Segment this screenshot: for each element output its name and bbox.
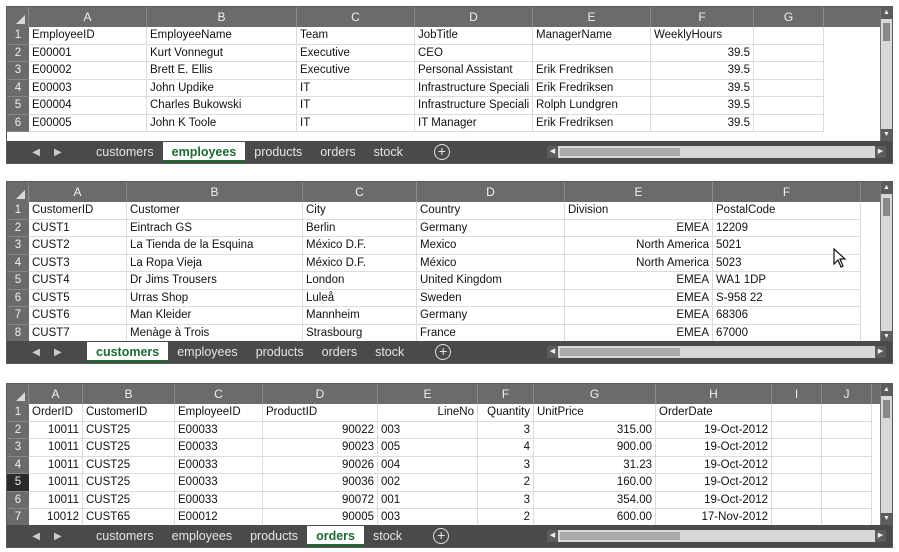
row-header[interactable]: 6 — [7, 290, 29, 308]
table-row — [7, 422, 880, 440]
triangle-right-icon[interactable]: ▶ — [875, 146, 886, 158]
column-header-bar — [7, 7, 892, 27]
cell[interactable]: 5021 — [713, 237, 861, 255]
cell[interactable] — [772, 457, 822, 475]
cell[interactable]: 315.00 — [534, 422, 656, 440]
row-header[interactable]: 4 — [7, 80, 29, 98]
cell[interactable]: EMEA — [565, 307, 713, 325]
cell[interactable]: JobTitle — [415, 27, 533, 45]
cell[interactable]: E00003 — [29, 80, 147, 98]
cell[interactable]: 19-Oct-2012 — [656, 439, 772, 457]
triangle-right-icon[interactable]: ▶ — [54, 530, 62, 542]
cell[interactable]: Infrastructure Speciali — [415, 97, 533, 115]
table-row — [7, 62, 880, 80]
triangle-right-icon[interactable]: ▶ — [54, 346, 62, 358]
row-header[interactable]: 4 — [7, 255, 29, 273]
cell[interactable]: Executive — [297, 62, 415, 80]
cell[interactable]: Berlin — [303, 220, 417, 238]
row-header[interactable]: 2 — [7, 220, 29, 238]
tab-stock[interactable]: stock — [373, 145, 403, 159]
cell[interactable]: Eintrach GS — [127, 220, 303, 238]
column-header-j[interactable]: J — [822, 384, 872, 404]
cell[interactable]: CUST5 — [29, 290, 127, 308]
cell[interactable]: ManagerName — [533, 27, 651, 45]
cell[interactable]: 10011 — [29, 422, 83, 440]
cell[interactable]: CustomerID — [29, 202, 127, 220]
column-header-c[interactable]: C — [297, 7, 415, 27]
column-header-d[interactable]: D — [415, 7, 533, 27]
cell[interactable]: 002 — [378, 474, 478, 492]
row-header[interactable]: 3 — [7, 62, 29, 80]
cell[interactable] — [772, 509, 822, 527]
cell[interactable]: John Updike — [147, 80, 297, 98]
arrow-cursor-icon — [833, 248, 847, 268]
table-row — [7, 255, 880, 273]
cell[interactable]: Erik Fredriksen — [533, 62, 651, 80]
triangle-left-icon[interactable]: ◀ — [32, 530, 40, 542]
cell[interactable]: CUST3 — [29, 255, 127, 273]
cell[interactable]: Kurt Vonnegut — [147, 45, 297, 63]
cell[interactable]: CUST2 — [29, 237, 127, 255]
row-header[interactable]: 4 — [7, 457, 29, 475]
triangle-left-icon[interactable]: ◀ — [547, 146, 558, 158]
cell[interactable]: CUST25 — [83, 474, 175, 492]
triangle-up-icon[interactable]: ▲ — [881, 384, 892, 396]
cell[interactable]: E00033 — [175, 422, 263, 440]
cell[interactable]: 90023 — [263, 439, 378, 457]
column-header-d[interactable]: D — [263, 384, 378, 404]
column-header-b[interactable]: B — [83, 384, 175, 404]
cell[interactable]: London — [303, 272, 417, 290]
column-header-a[interactable]: A — [29, 7, 147, 27]
cell[interactable]: Personal Assistant — [415, 62, 533, 80]
table-row — [7, 27, 880, 45]
cell[interactable]: 39.5 — [651, 80, 754, 98]
column-header-a[interactable]: A — [29, 384, 83, 404]
cell[interactable]: 19-Oct-2012 — [656, 422, 772, 440]
cell[interactable]: 900.00 — [534, 439, 656, 457]
cell[interactable]: 90036 — [263, 474, 378, 492]
cell[interactable]: CUST25 — [83, 492, 175, 510]
tab-employees[interactable]: employees — [163, 142, 246, 162]
cell[interactable]: 12209 — [713, 220, 861, 238]
sheet-tab-bar — [7, 525, 892, 547]
cell[interactable]: 10011 — [29, 492, 83, 510]
cell[interactable] — [822, 492, 872, 510]
cell[interactable]: 90072 — [263, 492, 378, 510]
cell[interactable]: 003 — [378, 422, 478, 440]
table-row — [7, 457, 880, 475]
cell[interactable] — [822, 404, 872, 422]
cell[interactable]: 39.5 — [651, 45, 754, 63]
cell-grid — [7, 27, 880, 132]
vertical-scrollbar[interactable] — [880, 7, 892, 141]
cell[interactable]: France — [417, 325, 565, 343]
cell[interactable]: Rolph Lundgren — [533, 97, 651, 115]
horizontal-scrollbar[interactable] — [547, 530, 886, 542]
sheet-tab-bar — [7, 141, 892, 163]
cell[interactable] — [754, 97, 824, 115]
cell[interactable]: Customer — [127, 202, 303, 220]
tab-stock[interactable]: stock — [375, 345, 405, 359]
triangle-left-icon[interactable]: ◀ — [32, 346, 40, 358]
column-header-c[interactable]: C — [175, 384, 263, 404]
orders-spreadsheet-window — [6, 383, 893, 548]
horizontal-scrollbar[interactable] — [547, 146, 886, 158]
cell[interactable]: 10012 — [29, 509, 83, 527]
cell[interactable]: E00033 — [175, 439, 263, 457]
cell[interactable] — [772, 474, 822, 492]
cell[interactable]: 160.00 — [534, 474, 656, 492]
cell[interactable]: OrderID — [29, 404, 83, 422]
cell[interactable]: 19-Oct-2012 — [656, 457, 772, 475]
column-header-b[interactable]: B — [127, 182, 303, 202]
cell[interactable] — [772, 404, 822, 422]
cell[interactable]: Executive — [297, 45, 415, 63]
cell[interactable]: Dr Jims Trousers — [127, 272, 303, 290]
cell[interactable]: Country — [417, 202, 565, 220]
cell[interactable]: EmployeeID — [175, 404, 263, 422]
cell[interactable] — [754, 62, 824, 80]
column-header-f[interactable]: F — [651, 7, 754, 27]
cell[interactable]: E00033 — [175, 457, 263, 475]
table-row — [7, 307, 880, 325]
row-header[interactable]: 3 — [7, 439, 29, 457]
table-row — [7, 202, 880, 220]
cell[interactable]: Quantity — [478, 404, 534, 422]
cell[interactable]: UnitPrice — [534, 404, 656, 422]
column-header-g[interactable]: G — [754, 7, 824, 27]
cell[interactable]: 2 — [478, 474, 534, 492]
sheet-tab-bar — [7, 341, 892, 363]
row-header[interactable]: 8 — [7, 325, 29, 343]
triangle-up-icon[interactable]: ▲ — [881, 7, 892, 19]
cell[interactable]: OrderDate — [656, 404, 772, 422]
cell[interactable]: 004 — [378, 457, 478, 475]
cell[interactable]: México D.F. — [303, 237, 417, 255]
row-header[interactable]: 5 — [7, 272, 29, 290]
cell[interactable]: 001 — [378, 492, 478, 510]
cell[interactable]: 19-Oct-2012 — [656, 492, 772, 510]
cell[interactable]: North America — [565, 237, 713, 255]
row-header[interactable]: 1 — [7, 404, 29, 422]
row-header[interactable]: 1 — [7, 27, 29, 45]
table-row — [7, 97, 880, 115]
select-all-corner[interactable] — [7, 7, 29, 27]
cell[interactable]: PostalCode — [713, 202, 861, 220]
cell[interactable]: La Tienda de la Esquina — [127, 237, 303, 255]
plus-circle-icon[interactable]: + — [435, 344, 451, 360]
row-header[interactable]: 7 — [7, 307, 29, 325]
cell[interactable] — [822, 474, 872, 492]
tab-orders[interactable]: orders — [320, 145, 356, 159]
column-header-e[interactable]: E — [378, 384, 478, 404]
column-header-e[interactable]: E — [533, 7, 651, 27]
cell[interactable]: CUST25 — [83, 422, 175, 440]
cell[interactable]: La Ropa Vieja — [127, 255, 303, 273]
scrollbar-thumb[interactable] — [560, 148, 680, 156]
cell[interactable]: EMEA — [565, 272, 713, 290]
cell[interactable]: 90026 — [263, 457, 378, 475]
cell[interactable]: E00033 — [175, 474, 263, 492]
cell-grid — [7, 202, 880, 342]
triangle-right-icon[interactable]: ▶ — [875, 346, 886, 358]
cell[interactable]: IT — [297, 97, 415, 115]
sheet-nav-arrows — [7, 147, 87, 158]
cell[interactable]: CUST1 — [29, 220, 127, 238]
cell[interactable]: 17-Nov-2012 — [656, 509, 772, 527]
cell[interactable]: Luleå — [303, 290, 417, 308]
cell[interactable]: 600.00 — [534, 509, 656, 527]
cell[interactable]: E00012 — [175, 509, 263, 527]
cell[interactable]: 31.23 — [534, 457, 656, 475]
cell[interactable]: CUST25 — [83, 439, 175, 457]
cell[interactable]: 005 — [378, 439, 478, 457]
cell[interactable]: Mexico — [417, 237, 565, 255]
row-header[interactable]: 7 — [7, 509, 29, 527]
cell[interactable]: 90005 — [263, 509, 378, 527]
cell[interactable]: 10011 — [29, 439, 83, 457]
cell[interactable] — [822, 509, 872, 527]
cell[interactable]: Strasbourg — [303, 325, 417, 343]
column-header-g[interactable]: G — [534, 384, 656, 404]
cell[interactable]: Infrastructure Speciali — [415, 80, 533, 98]
cell[interactable]: Germany — [417, 307, 565, 325]
sheet-nav-arrows — [7, 531, 87, 542]
cell[interactable] — [822, 422, 872, 440]
triangle-down-icon[interactable]: ▼ — [881, 331, 892, 343]
cell[interactable]: E00005 — [29, 115, 147, 133]
table-row — [7, 474, 880, 492]
row-header[interactable]: 3 — [7, 237, 29, 255]
cell[interactable] — [772, 439, 822, 457]
cell[interactable]: LineNo — [378, 404, 478, 422]
cell[interactable] — [754, 80, 824, 98]
table-row — [7, 272, 880, 290]
cell[interactable]: EMEA — [565, 325, 713, 343]
horizontal-scrollbar[interactable] — [547, 346, 886, 358]
scrollbar-track[interactable] — [558, 530, 875, 542]
cell[interactable] — [754, 45, 824, 63]
row-header[interactable]: 6 — [7, 492, 29, 510]
column-header-h[interactable]: H — [656, 384, 772, 404]
cell[interactable]: WeeklyHours — [651, 27, 754, 45]
cell[interactable]: CUST65 — [83, 509, 175, 527]
cell[interactable]: United Kingdom — [417, 272, 565, 290]
cell[interactable]: IT Manager — [415, 115, 533, 133]
cell[interactable]: E00033 — [175, 492, 263, 510]
cell[interactable]: E00004 — [29, 97, 147, 115]
cell[interactable]: Sweden — [417, 290, 565, 308]
scrollbar-track[interactable] — [558, 146, 875, 158]
tab-products[interactable]: products — [255, 345, 304, 359]
cell[interactable]: CustomerID — [83, 404, 175, 422]
column-header-f[interactable]: F — [713, 182, 861, 202]
column-header-bar — [7, 182, 892, 202]
column-header-f[interactable]: F — [478, 384, 534, 404]
select-all-corner[interactable] — [7, 384, 29, 404]
cell[interactable]: EMEA — [565, 290, 713, 308]
tab-customers[interactable]: customers — [96, 529, 154, 543]
column-header-b[interactable]: B — [147, 7, 297, 27]
table-row — [7, 45, 880, 63]
table-row — [7, 404, 880, 422]
tab-employees[interactable]: employees — [171, 529, 233, 543]
cell[interactable]: 3 — [478, 422, 534, 440]
vertical-scrollbar[interactable] — [880, 182, 892, 343]
cell[interactable]: ProductID — [263, 404, 378, 422]
cell[interactable]: Erik Fredriksen — [533, 80, 651, 98]
triangle-left-icon[interactable]: ◀ — [32, 146, 40, 158]
table-row — [7, 220, 880, 238]
cell[interactable]: E00002 — [29, 62, 147, 80]
cell[interactable]: Mannheim — [303, 307, 417, 325]
cell[interactable]: 39.5 — [651, 115, 754, 133]
scrollbar-track[interactable] — [558, 346, 875, 358]
cell[interactable]: 2 — [478, 509, 534, 527]
cell[interactable]: Menàge à Trois — [127, 325, 303, 343]
cell[interactable] — [822, 457, 872, 475]
cell[interactable]: 354.00 — [534, 492, 656, 510]
triangle-right-icon[interactable]: ▶ — [54, 146, 62, 158]
cell[interactable]: México D.F. — [303, 255, 417, 273]
cell[interactable]: Man Kleider — [127, 307, 303, 325]
row-header[interactable]: 2 — [7, 422, 29, 440]
cell[interactable]: E00001 — [29, 45, 147, 63]
row-header[interactable]: 2 — [7, 45, 29, 63]
cell[interactable]: EMEA — [565, 220, 713, 238]
triangle-left-icon[interactable]: ◀ — [547, 346, 558, 358]
cell[interactable]: EmployeeName — [147, 27, 297, 45]
cell-grid — [7, 404, 880, 527]
column-header-bar — [7, 384, 892, 404]
table-row — [7, 439, 880, 457]
cell[interactable]: WA1 1DP — [713, 272, 861, 290]
scrollbar-thumb[interactable] — [883, 23, 890, 41]
column-header-c[interactable]: C — [303, 182, 417, 202]
vertical-scrollbar[interactable] — [880, 384, 892, 525]
column-header-i[interactable]: I — [772, 384, 822, 404]
tab-customers[interactable]: customers — [87, 342, 168, 362]
plus-circle-icon[interactable]: + — [434, 144, 450, 160]
cell[interactable] — [772, 492, 822, 510]
cell[interactable]: Germany — [417, 220, 565, 238]
column-header-d[interactable]: D — [417, 182, 565, 202]
row-header[interactable]: 1 — [7, 202, 29, 220]
cell[interactable]: Erik Fredriksen — [533, 115, 651, 133]
cell[interactable]: CUST4 — [29, 272, 127, 290]
cell[interactable]: 5023 — [713, 255, 861, 273]
cell[interactable]: City — [303, 202, 417, 220]
cell[interactable]: 67000 — [713, 325, 861, 343]
row-header-selected[interactable]: 5 — [7, 474, 29, 492]
cell[interactable]: EmployeeID — [29, 27, 147, 45]
cell[interactable]: México — [417, 255, 565, 273]
sheet-nav-arrows — [7, 347, 87, 358]
triangle-down-icon[interactable]: ▼ — [881, 129, 892, 141]
cell[interactable]: 90022 — [263, 422, 378, 440]
cell[interactable]: Division — [565, 202, 713, 220]
cell[interactable]: IT — [297, 115, 415, 133]
cell[interactable]: Team — [297, 27, 415, 45]
tab-stock[interactable]: stock — [372, 529, 403, 543]
cell[interactable]: 003 — [378, 509, 478, 527]
cell[interactable] — [772, 422, 822, 440]
tab-customers[interactable]: customers — [96, 145, 154, 159]
cell[interactable]: 68306 — [713, 307, 861, 325]
cell[interactable] — [754, 27, 824, 45]
cell[interactable]: 19-Oct-2012 — [656, 474, 772, 492]
tab-orders[interactable]: orders — [321, 345, 358, 359]
triangle-left-icon[interactable]: ◀ — [547, 530, 558, 542]
select-all-corner[interactable] — [7, 182, 29, 202]
cell[interactable] — [754, 115, 824, 133]
table-row — [7, 509, 880, 527]
table-row — [7, 80, 880, 98]
cell[interactable]: CUST6 — [29, 307, 127, 325]
cell[interactable]: CEO — [415, 45, 533, 63]
table-row — [7, 237, 880, 255]
scrollbar-thumb[interactable] — [560, 532, 680, 540]
cell[interactable]: 3 — [478, 457, 534, 475]
triangle-up-icon[interactable]: ▲ — [881, 182, 892, 194]
cell[interactable]: 10011 — [29, 474, 83, 492]
table-row — [7, 325, 880, 343]
column-header-e[interactable]: E — [565, 182, 713, 202]
cell[interactable]: S-958 22 — [713, 290, 861, 308]
column-header-a[interactable]: A — [29, 182, 127, 202]
cell[interactable]: Brett E. Ellis — [147, 62, 297, 80]
cell[interactable]: 3 — [478, 492, 534, 510]
tab-employees[interactable]: employees — [177, 345, 238, 359]
row-header[interactable]: 5 — [7, 97, 29, 115]
table-row — [7, 492, 880, 510]
cell[interactable]: 39.5 — [651, 97, 754, 115]
row-header[interactable]: 6 — [7, 115, 29, 133]
cell[interactable]: 4 — [478, 439, 534, 457]
tab-products[interactable]: products — [250, 529, 299, 543]
cell[interactable]: Charles Bukowski — [147, 97, 297, 115]
cell[interactable]: 10011 — [29, 457, 83, 475]
scrollbar-thumb[interactable] — [560, 348, 680, 356]
table-row — [7, 290, 880, 308]
triangle-down-icon[interactable]: ▼ — [881, 513, 892, 525]
cell[interactable]: CUST7 — [29, 325, 127, 343]
cell[interactable]: Urras Shop — [127, 290, 303, 308]
scrollbar-thumb[interactable] — [883, 198, 890, 216]
cell[interactable] — [533, 45, 651, 63]
cell[interactable]: IT — [297, 80, 415, 98]
tab-products[interactable]: products — [254, 145, 303, 159]
cell[interactable] — [822, 439, 872, 457]
customers-spreadsheet-window — [6, 181, 893, 364]
cell[interactable]: CUST25 — [83, 457, 175, 475]
cell[interactable]: 39.5 — [651, 62, 754, 80]
scrollbar-thumb[interactable] — [883, 400, 890, 418]
plus-circle-icon[interactable]: + — [433, 528, 449, 544]
cell[interactable]: North America — [565, 255, 713, 273]
cell[interactable]: John K Toole — [147, 115, 297, 133]
employees-spreadsheet-window — [6, 6, 893, 164]
tab-orders[interactable]: orders — [307, 526, 364, 546]
triangle-right-icon[interactable]: ▶ — [875, 530, 886, 542]
table-row — [7, 115, 880, 133]
